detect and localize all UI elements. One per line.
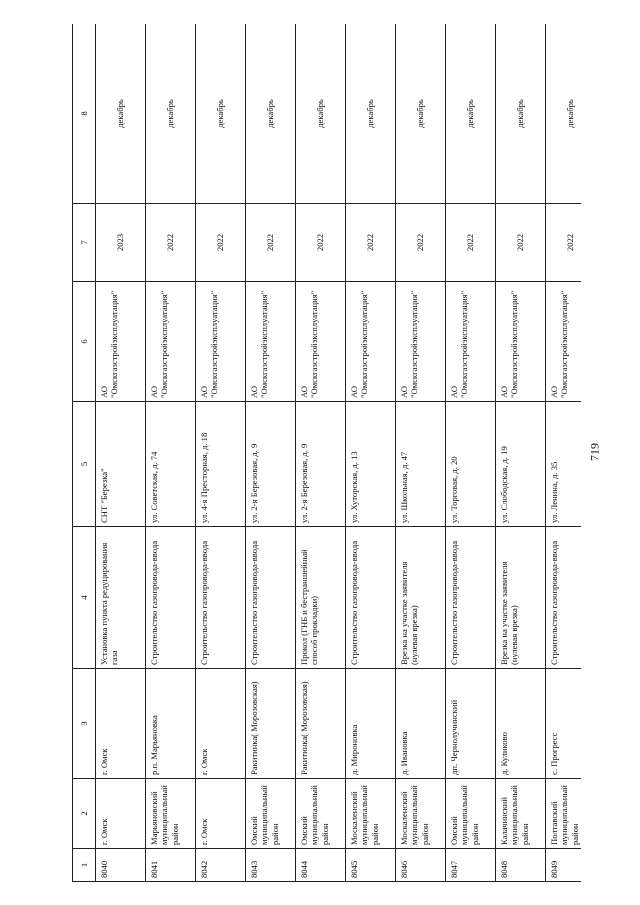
cell-address: ул. Школьная, д. 47 [396, 402, 446, 527]
cell-locality: д. Мироновка [346, 669, 396, 779]
cell-contractor: АО "Омскгазстройэксплуатация" [296, 282, 346, 402]
cell-id: 8041 [146, 849, 196, 882]
cell-district: г. Омск [96, 779, 146, 849]
cell-id: 8049 [546, 849, 582, 882]
cell-id: 8048 [496, 849, 546, 882]
cell-address: ул. Советская, д. 74 [146, 402, 196, 527]
cell-contractor: АО "Омскгазстройэксплуатация" [446, 282, 496, 402]
cell-address: ул. Слободская, д. 19 [496, 402, 546, 527]
header-cell: 3 [73, 669, 96, 779]
cell-month: декабрь [446, 24, 496, 204]
table-row [496, 24, 546, 882]
cell-year: 2022 [146, 204, 196, 282]
cell-work-type: Строительство газопровода-ввода [246, 527, 296, 669]
cell-month: декабрь [346, 24, 396, 204]
cell-address: СНТ "Березка" [96, 402, 146, 527]
header-cell: 7 [73, 204, 96, 282]
table-row [446, 24, 496, 882]
cell-month: декабрь [246, 24, 296, 204]
header-cell: 5 [73, 402, 96, 527]
table-row [346, 24, 396, 882]
table-row [196, 24, 246, 882]
cell-contractor: АО "Омскгазстройэксплуатация" [546, 282, 582, 402]
cell-district: г. Омск [196, 779, 246, 849]
cell-id: 8040 [96, 849, 146, 882]
cell-id: 8044 [296, 849, 346, 882]
cell-month: декабрь [196, 24, 246, 204]
cell-locality: д. Ивановка [396, 669, 446, 779]
cell-work-type: Врезка на участке заявителя (нулевая врезка) [496, 527, 546, 669]
cell-district: Калачинский муниципальный район [496, 779, 546, 849]
cell-address: ул. 4-я Престорная, д. 18 [196, 402, 246, 527]
table-row [146, 24, 196, 882]
cell-locality: г. Омск [96, 669, 146, 779]
cell-month: декабрь [496, 24, 546, 204]
cell-year: 2023 [96, 204, 146, 282]
cell-contractor: АО "Омскгазстройэксплуатация" [396, 282, 446, 402]
cell-work-type: Врезка на участке заявителя (нулевая врезка) [396, 527, 446, 669]
cell-locality: г. Омск [196, 669, 246, 779]
header-row [73, 24, 96, 882]
cell-year: 2022 [296, 204, 346, 282]
cell-address: ул. 2-я Березовая, д. 9 [246, 402, 296, 527]
cell-address: ул. Ленина, д. 35 [546, 402, 582, 527]
cell-year: 2022 [446, 204, 496, 282]
table-row [246, 24, 296, 882]
header-cell: 4 [73, 527, 96, 669]
cell-locality: Ракитинка( Морозовская) [246, 669, 296, 779]
header-cell: 6 [73, 282, 96, 402]
cell-id: 8042 [196, 849, 246, 882]
cell-district: Москаленский муниципальный район [396, 779, 446, 849]
header-cell: 1 [73, 849, 96, 882]
cell-contractor: АО "Омскгазстройэксплуатация" [346, 282, 396, 402]
table-viewport [72, 24, 581, 882]
table-row [546, 24, 582, 882]
table-row [296, 24, 346, 882]
cell-contractor: АО "Омскгазстройэксплуатация" [146, 282, 196, 402]
cell-address: ул. Торговая, д. 20 [446, 402, 496, 527]
cell-id: 8046 [396, 849, 446, 882]
cell-year: 2022 [496, 204, 546, 282]
cell-contractor: АО "Омскгазстройэксплуатация" [496, 282, 546, 402]
cell-month: декабрь [146, 24, 196, 204]
cell-work-type: Прокол (ГНБ и бестраншейный способ прокладки) [296, 527, 346, 669]
cell-month: декабрь [396, 24, 446, 204]
cell-month: декабрь [546, 24, 582, 204]
cell-work-type: Строительство газопровода-ввода [146, 527, 196, 669]
cell-month: декабрь [96, 24, 146, 204]
cell-address: ул. Хуторская, д. 13 [346, 402, 396, 527]
cell-contractor: АО "Омскгазстройэксплуатация" [246, 282, 296, 402]
cell-work-type: Строительство газопровода-ввода [346, 527, 396, 669]
cell-locality: р.п. Марьяновка [146, 669, 196, 779]
cell-id: 8045 [346, 849, 396, 882]
header-cell: 8 [73, 24, 96, 204]
cell-year: 2022 [346, 204, 396, 282]
cell-district: Омский муниципальный район [446, 779, 496, 849]
cell-work-type: Строительство газопровода-ввода [196, 527, 246, 669]
cell-year: 2022 [246, 204, 296, 282]
cell-district: Москаленский муниципальный район [346, 779, 396, 849]
gas-works-table [72, 24, 581, 882]
header-cell: 2 [73, 779, 96, 849]
cell-address: ул. 2-я Березовая, д. 9 [296, 402, 346, 527]
cell-district: Марьяновский муниципальный район [146, 779, 196, 849]
cell-year: 2022 [196, 204, 246, 282]
cell-locality: с. Прогресс [546, 669, 582, 779]
cell-year: 2022 [396, 204, 446, 282]
cell-district: Омский муниципальный район [246, 779, 296, 849]
cell-id: 8047 [446, 849, 496, 882]
table-row [96, 24, 146, 882]
cell-locality: Ракитинка( Морозовская) [296, 669, 346, 779]
cell-id: 8043 [246, 849, 296, 882]
cell-locality: д. Куликово [496, 669, 546, 779]
table-row [396, 24, 446, 882]
cell-work-type: Строительство газопровода-ввода [446, 527, 496, 669]
page-number: 719 [587, 443, 602, 461]
cell-contractor: АО "Омскгазстройэксплуатация" [96, 282, 146, 402]
cell-month: декабрь [296, 24, 346, 204]
cell-year: 2022 [546, 204, 582, 282]
cell-district: Омский муниципальный район [296, 779, 346, 849]
cell-locality: дп. Чернолучинский [446, 669, 496, 779]
cell-district: Полтавский муниципальный район [546, 779, 582, 849]
cell-contractor: АО "Омскгазстройэксплуатация" [196, 282, 246, 402]
cell-work-type: Установка пункта редуцирования газа [96, 527, 146, 669]
cell-work-type: Строительство газопровода-ввода [546, 527, 582, 669]
